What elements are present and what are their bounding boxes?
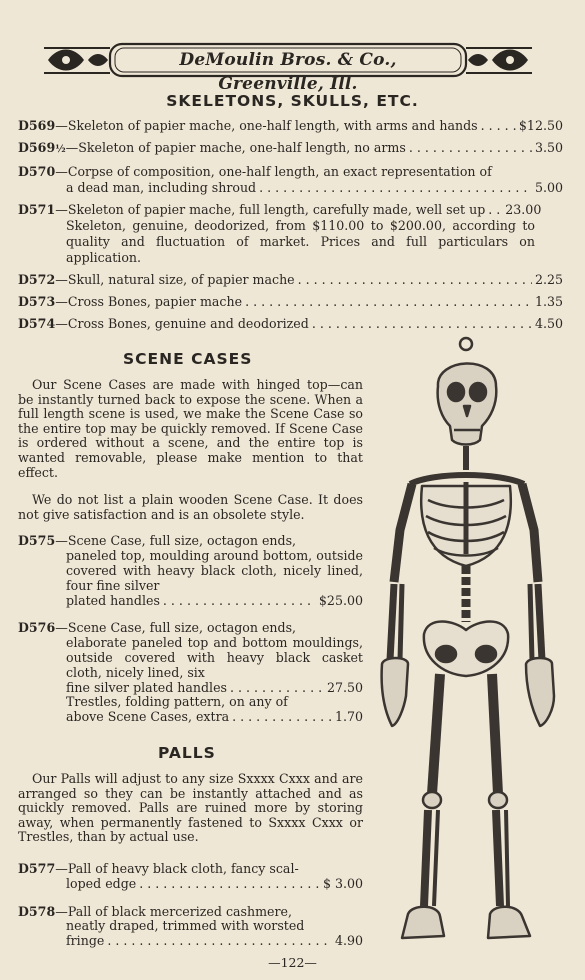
palls-paragraph: Our Palls will adjust to any size Sxxxx Cxxx and are arranged so they can be instantly attached and as quickly removed. Palls are ruined more by storing away, when permanently fastened to Sxxxx Cxxx or Trestles, than by actual use. [18,771,363,845]
item-desc: —Pall of heavy black cloth, fancy scal- [55,860,299,876]
item-price: 1.70 [334,709,363,725]
leader-dots [481,118,516,134]
list-item [18,862,363,892]
item-desc-cont: paneled top, moulding around bottom, outside covered with heavy black cloth, nicely lined, four fine silver [66,548,363,593]
item-code: D570 [18,164,56,179]
item-code: D578 [18,903,56,919]
list-item [18,202,563,266]
leader-dots [245,294,532,310]
item-desc: —Scene Case, full size, octagon ends, [55,533,297,549]
item-desc: —Cross Bones, papier mache [55,294,243,309]
item-desc-last: plated handles [66,592,160,608]
leader-dots [230,681,324,696]
item-price: $12.50 [518,118,563,133]
page-number: —122— [268,955,317,970]
leader-dots [298,272,532,288]
skeleton-list [18,118,563,338]
item-desc: —Corpse of composition, one-half length, an exact representation of [55,164,492,179]
item-desc-last: fine silver plated handles [66,679,227,695]
item-code-fraction: ½ [55,144,66,155]
item-desc: —Skull, natural size, of papier mache [55,272,295,287]
palls-column [18,772,363,949]
leader-dots [409,140,532,156]
skeleton-illustration [378,334,574,944]
list-item [18,621,363,725]
item-code: D577 [18,860,56,876]
item-price: 23.00 [505,202,542,217]
leader-dots [259,180,532,196]
item-desc: —Pall of black mercerized cashmere, [55,903,292,919]
item-code: D575 [18,533,56,549]
item-code: D571 [18,202,56,217]
header-banner [44,40,532,94]
item-price: 5.00 [534,180,563,195]
item-desc-cont: elaborate paneled top and bottom mouldings, outside covered with heavy black casket cloth, nicely lined, six [66,635,363,680]
item-desc: —Skeleton of papier mache, one-half length, with arms and hands [55,118,478,133]
section-heading-skeletons: SKELETONS, SKULLS, ETC. [166,92,419,110]
section-heading-palls: PALLS [158,744,216,762]
item-code [18,140,66,158]
item-desc: —Scene Case, full size, octagon ends, [55,620,297,636]
trestles-desc: Trestles, folding pattern, on any of [66,694,288,710]
leader-dots [107,934,332,949]
item-desc: —Skeleton of papier mache, one-half length, no arms [65,140,406,155]
item-price: 1.35 [534,294,563,309]
item-code: D569 [18,118,56,133]
item-code-main: D569 [18,140,56,155]
item-code: D574 [18,316,56,331]
item-desc: —Skeleton of papier mache, full length, carefully made, well set up [55,202,486,217]
list-item [18,534,363,608]
item-price: 4.90 [334,933,363,949]
item-desc: —Cross Bones, genuine and deodorized [55,316,309,331]
list-item [18,316,563,332]
scene-cases-column [18,378,363,725]
item-price: 2.25 [534,272,563,287]
list-item [18,140,563,158]
leader-dots [139,877,320,892]
item-desc-last: fringe [66,933,105,949]
item-desc-cont: a dead man, including shroud [66,180,257,195]
company-name: DeMoulin Bros. & Co., Greenville, Ill. [179,50,397,94]
item-code: D573 [18,294,56,309]
trestles-desc-last: above Scene Cases, extra [66,709,230,725]
list-item [18,905,363,949]
item-price: 4.50 [534,316,563,331]
item-desc-last: loped edge [66,875,137,891]
section-heading-scene-cases: SCENE CASES [123,350,253,368]
list-item [18,118,563,134]
item-code: D572 [18,272,56,287]
list-item [18,164,563,196]
leader-dots [488,202,502,218]
list-item [18,272,563,288]
item-desc-cont: neatly draped, trimmed with worsted [66,918,305,934]
item-desc-cont: Skeleton, genuine, deodorized, from $110.00 to $200.00, according to quality and fluctuation of market. Prices and full particulars on application. [66,218,535,265]
item-price: 27.50 [326,679,363,695]
scene-cases-note: We do not list a plain wooden Scene Case. It does not give satisfaction and is an obsolete style. [18,492,363,522]
scene-cases-paragraph: Our Scene Cases are made with hinged top—can be instantly turned back to expose the scene. When a full length scene is used, we make the Scene Case so the entire top may be quickly removed. If Scene Case is ordered without a scene, and the entire top is wanted removable, please make mention to that effect. [18,377,363,480]
leader-dots [312,316,532,332]
item-price: 3.50 [534,140,563,155]
list-item [18,294,563,310]
item-price: $ 3.00 [322,875,363,891]
item-code: D576 [18,620,56,636]
item-price: $25.00 [318,592,363,608]
leader-dots [232,710,332,725]
leader-dots [163,594,316,609]
